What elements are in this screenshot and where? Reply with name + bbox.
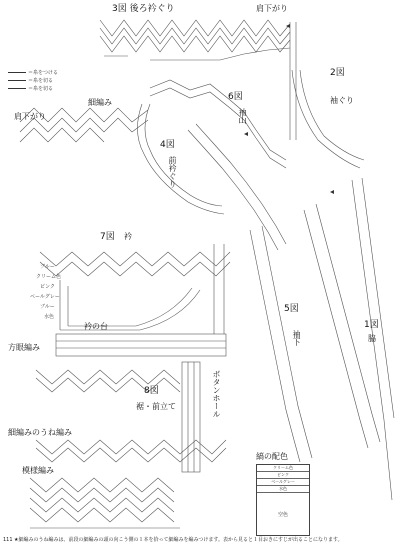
mesh-stitch-label: 方眼編み [8,343,40,352]
stripe-color-box [256,464,310,536]
footnote: ★細編みのうね編みは、前段の細編みの頭の向こう側の１本を拾って細編みを編みつけます。表から見ると１目おきにすじが出ることになります。 [14,537,343,543]
arrow-icon [244,132,248,136]
ridge-stitch-chart [36,440,226,454]
color-label: ブルー [40,264,55,270]
color-label: ベールグレー [30,294,60,300]
page-number: 111 [3,537,13,543]
arrow-icon [330,190,334,194]
button-band-chart [182,362,200,472]
color-label: 水色 [44,314,55,320]
fig1-part-label: 脇 [368,334,376,343]
fig5-label: 5図 [284,304,299,314]
color-label: ピンク [40,284,55,290]
color-label: ブルー [40,304,55,310]
legend-row: ＝糸をつける [8,70,58,76]
fig3-title: 3図 後ろ衿ぐり [112,4,175,14]
color-label: クリーム色 [36,274,62,280]
stripe-colors-title: 縞の配色 [256,452,288,461]
collar-base-label: 衿の台 [84,322,108,331]
fig4-label: 4図 [160,140,175,150]
fig2-part-label: 袖ぐり [330,96,354,105]
single-crochet-label: 細編み [88,98,112,107]
stripe-row: ベールグレー [257,479,309,486]
join-yarn-icon [8,72,26,73]
fig1-label: 1図 [364,320,379,330]
shoulder-drop-label: 肩下がり [256,4,288,13]
arrow-icon [286,24,290,28]
collar-chart [40,252,230,266]
stripe-base: 空色 [277,511,288,518]
cut-yarn-icon [8,88,26,89]
legend-row: ＝糸を切る [8,78,53,84]
ridge-stitch-label: 細編みのうね編み [8,428,72,437]
fig6-label: 6図 [228,92,243,102]
buttonhole-label: ボタンホール [212,370,221,418]
fig8-label: 8図 [144,386,159,396]
stripe-pattern-chart [30,478,174,492]
fig4-part-label: 前衿ぐり [168,156,177,188]
stripe-pattern-label: 模様編み [22,466,54,475]
legend-row: ＝糸を切る [8,86,53,92]
stripe-row: 水色 [257,486,309,493]
shoulder-drop-left-label: 肩下がり [14,112,46,121]
fig7-label: 7図 [100,232,115,242]
cut-yarn-icon [8,80,26,81]
fig7-part-label: 衿 [124,232,132,241]
fig5-part-label: 袖下 [292,330,301,346]
fig8-part-label: 裾・前立て [136,402,176,411]
sleeve-cap-chart [188,130,278,250]
sleeve-underarm-chart [250,230,300,462]
stripe-row: クリーム色 [257,465,309,472]
fig2-label: 2図 [330,68,345,78]
stripe-row: ピンク [257,472,309,479]
fig6-part-label: 袖山 [238,108,247,124]
